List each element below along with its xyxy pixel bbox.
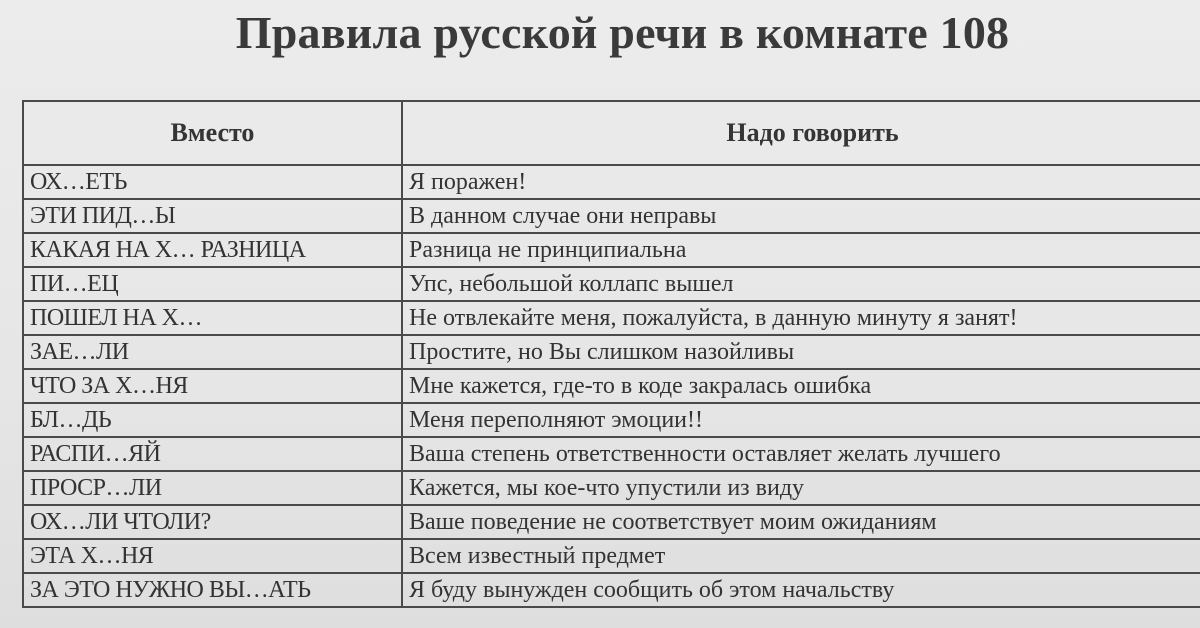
table-row — [23, 505, 1200, 539]
header-instead: Вместо — [23, 101, 402, 165]
cell-instead: ЭТА Х…НЯ — [23, 539, 402, 573]
cell-instead: БЛ…ДЬ — [23, 403, 402, 437]
cell-instead: ОХ…ЛИ ЧТОЛИ? — [23, 505, 402, 539]
table-row — [23, 165, 1200, 199]
cell-instead: ПРОСР…ЛИ — [23, 471, 402, 505]
cell-instead: КАКАЯ НА Х… РАЗНИЦА — [23, 233, 402, 267]
cell-say: Ваше поведение не соответствует моим ожиданиям — [402, 505, 1200, 539]
cell-instead: ЭТИ ПИД…Ы — [23, 199, 402, 233]
cell-instead: ОХ…ЕТЬ — [23, 165, 402, 199]
cell-instead: РАСПИ…ЯЙ — [23, 437, 402, 471]
cell-say: Простите, но Вы слишком назойливы — [402, 335, 1200, 369]
table-row — [23, 471, 1200, 505]
table-row — [23, 437, 1200, 471]
table-row — [23, 573, 1200, 607]
cell-say: Меня переполняют эмоции!! — [402, 403, 1200, 437]
cell-say: Упс, небольшой коллапс вышел — [402, 267, 1200, 301]
cell-say: Не отвлекайте меня, пожалуйста, в данную минуту я занят! — [402, 301, 1200, 335]
document-title: Правила русской речи в комнате 108 — [235, 7, 1010, 58]
table-row — [23, 233, 1200, 267]
cell-instead: ЧТО ЗА Х…НЯ — [23, 369, 402, 403]
table-row — [23, 301, 1200, 335]
table-header-row — [23, 101, 1200, 165]
cell-instead: ЗАЕ…ЛИ — [23, 335, 402, 369]
cell-instead: ЗА ЭТО НУЖНО ВЫ…АТЬ — [23, 573, 402, 607]
cell-instead: ПОШЕЛ НА Х… — [23, 301, 402, 335]
cell-say: Ваша степень ответственности оставляет желать лучшего — [402, 437, 1200, 471]
cell-say: Я буду вынужден сообщить об этом начальству — [402, 573, 1200, 607]
cell-say: Всем известный предмет — [402, 539, 1200, 573]
table-row — [23, 199, 1200, 233]
table-row — [23, 539, 1200, 573]
cell-say: Разница не принципиальна — [402, 233, 1200, 267]
table-row — [23, 335, 1200, 369]
cell-say: Кажется, мы кое-что упустили из виду — [402, 471, 1200, 505]
table-row — [23, 267, 1200, 301]
cell-say: Я поражен! — [402, 165, 1200, 199]
cell-instead: ПИ…ЕЦ — [23, 267, 402, 301]
rules-table — [22, 100, 1200, 608]
table-row — [23, 403, 1200, 437]
table-row — [23, 369, 1200, 403]
cell-say: Мне кажется, где-то в коде закралась ошибка — [402, 369, 1200, 403]
cell-say: В данном случае они неправы — [402, 199, 1200, 233]
header-say: Надо говорить — [402, 101, 1200, 165]
